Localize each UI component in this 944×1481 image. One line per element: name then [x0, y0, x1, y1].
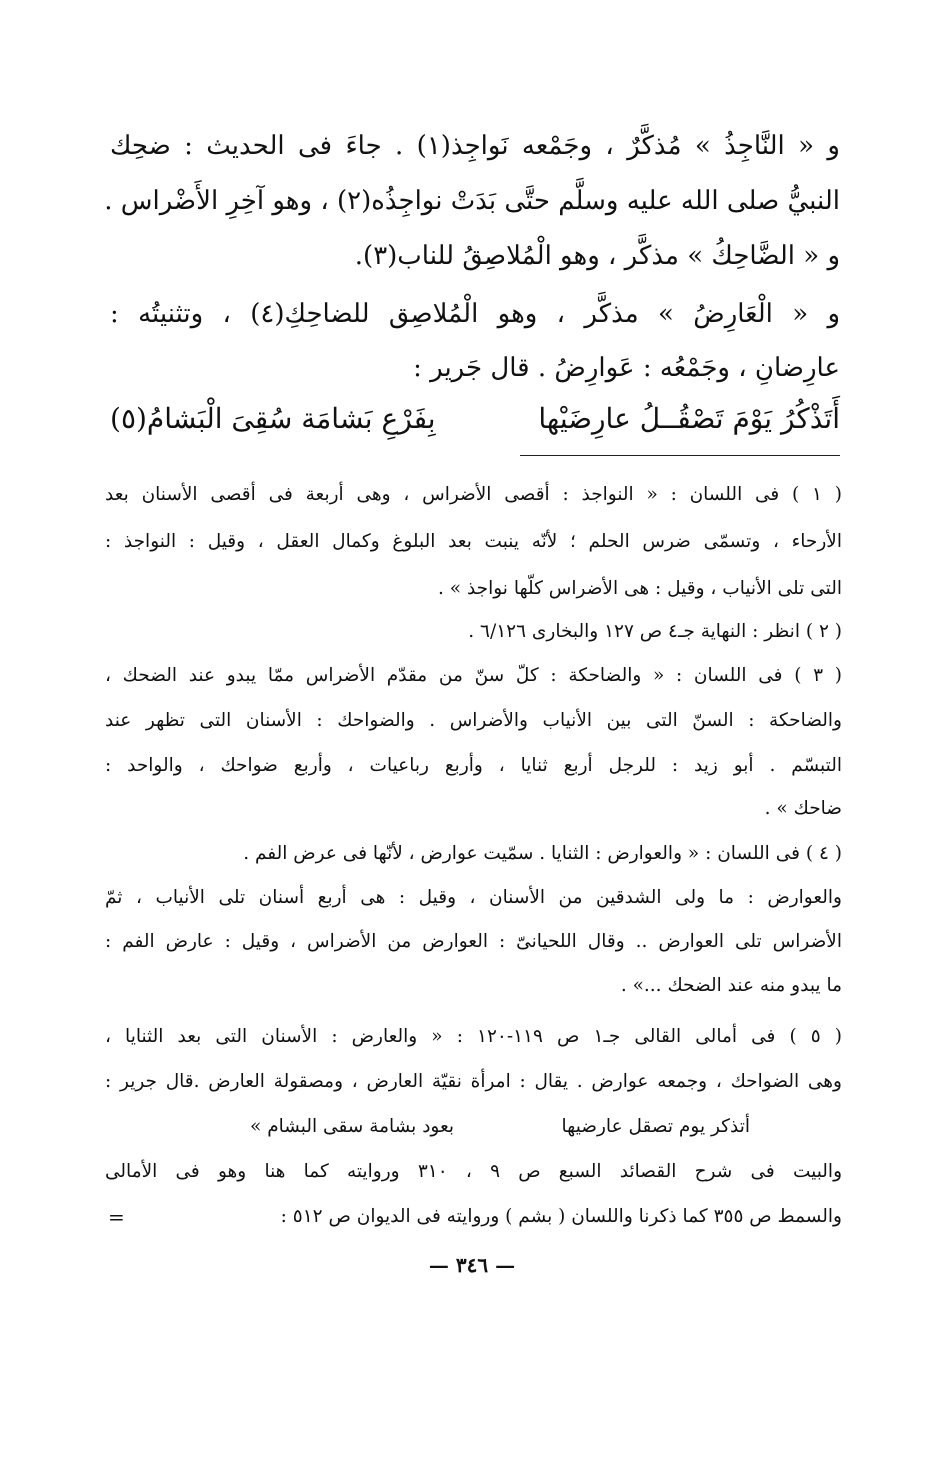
- footnote-verse-second: بعود بشامة سقى البشام »: [250, 1116, 455, 1137]
- main-text-line-3: و « الضَّاحِكُ » مذكَّر ، وهو الْمُلاصِقُ للناب(٣).: [354, 241, 840, 271]
- page-number: — ٣٤٦ —: [428, 1253, 516, 1277]
- footnote-line: والسمط ص ٣٥٥ كما ذكرنا واللسان ( بشم ) وروايته فى الديوان ص ٥١٢ :: [280, 1206, 842, 1227]
- verse-second-hemistich: بِفَرْعِ بَشامَة سُقِىَ الْبَشامُ(٥): [110, 402, 436, 435]
- footnote-line: والبيت فى شرح القصائد السبع ص ٩ ، ٣١٠ وروايته كما هنا وهو فى الأمالى: [105, 1161, 843, 1182]
- footnote-line: وهى الضواحك ، وجمعه عوارض . يقال : امرأة نقيّة العارض ، ومصقولة العارض .قال جرير :: [105, 1071, 842, 1092]
- footnote-line: ( ٤ ) فى اللسان : « والعوارض : الثنايا . سمّيت عوارض ، لأنّها فى عرض الفم .: [243, 843, 842, 864]
- footnote-line: والضاحكة : السنّ التى بين الأنياب والأضراس . والضواحك : الأسنان التى تظهر عند: [105, 710, 842, 731]
- footnote-line: ( ٥ ) فى أمالى القالى جـ١ ص ١١٩-١٢٠ : « والعارض : الأسنان التى بعد الثنايا ،: [105, 1026, 842, 1047]
- footnote-separator: [520, 455, 840, 456]
- footnote-line: والعوارض : ما ولى الشدقين من الأسنان ، وقيل : هى أربع أسنان تلى الأنياب ، ثمّ: [105, 887, 842, 908]
- footnote-line: الأرحاء ، وتسمّى ضرس الحلم ؛ لأنّه ينبت بعد البلوغ وكمال العقل ، وقيل : النواجذ :: [105, 531, 842, 552]
- footnote-verse: [250, 1116, 750, 1137]
- footnote-line: التى تلى الأنياب ، وقيل : هى الأضراس كلّها نواجذ » .: [437, 578, 842, 599]
- footnote-line: ما يبدو منه عند الضحك ...» .: [620, 975, 842, 996]
- main-text-line-4: و « الْعَارِضُ » مذكَّر ، وهو الْمُلاصِق للضاحِكِ(٤) ، وتثنيتُه :: [110, 299, 840, 329]
- main-text-line-2: النبيُّ صلى الله عليه وسلَّم حتَّى بَدَتْ نواجِذُه(٢) ، وهو آخِرِ الأَضْراس .: [104, 186, 840, 216]
- footnote-line: ( ٣ ) فى اللسان : « والضاحكة : كلّ سنّ من مقدّم الأضراس ممّا يبدو عند الضحك ،: [105, 665, 842, 686]
- footnote-verse-first: أتذكر يوم تصقل عارضيها: [561, 1116, 750, 1137]
- footnote-line: التبسّم . أبو زيد : للرجل أربع ثنايا ، وأربع رباعيات ، وأربع ضواحك ، والواحد :: [105, 755, 842, 776]
- poetry-verse: [110, 402, 840, 435]
- footnote-line: الأضراس تلى العوارض .. وقال اللحيانىّ : العوارض من الأضراس ، وقيل : عارض الفم :: [105, 931, 842, 952]
- main-text-line-1: و « النَّاجِذُ » مُذكَّرٌ ، وجَمْعه نَواجِذ(١) . جاءَ فى الحديث : ضحِك: [110, 131, 840, 161]
- footnote-line: ( ١ ) فى اللسان : « النواجذ : أقصى الأضراس ، وهى أربعة فى أقصى الأسنان بعد: [105, 484, 842, 505]
- continuation-mark: =: [108, 1205, 125, 1229]
- main-text-line-5: عارِضانِ ، وجَمْعُه : عَوارِضُ . قال جَرير :: [413, 353, 840, 383]
- footnote-line: ضاحك » .: [764, 798, 842, 819]
- verse-first-hemistich: أَتَذْكُرُ يَوْمَ تَصْقُــلُ عارِضَيْها: [538, 402, 840, 435]
- footnote-line: ( ٢ ) انظر : النهاية جـ٤ ص ١٢٧ والبخارى ٦/١٢٦ .: [468, 621, 842, 642]
